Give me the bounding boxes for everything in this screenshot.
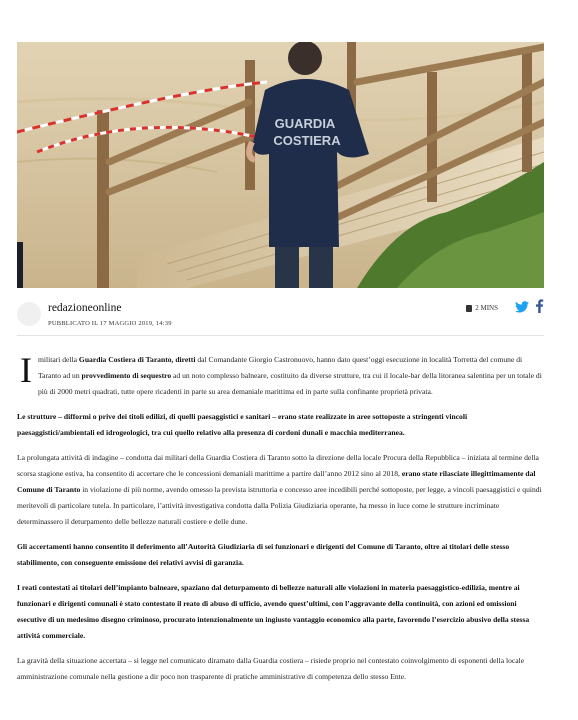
read-time-label: 2 MINS (475, 304, 498, 312)
author-avatar (17, 302, 41, 326)
paragraph-5 (17, 580, 544, 644)
p2-bold: Le strutture – difformi o prive dei titoli edilizi, di quelli paesaggistici e sanitari – erano state realizzate in aree sottoposte a stringenti vincoli paesaggistici/ambientali ed idrogeologici, tra cui quello relativo alla presenza di cordoni dunali e macchia mediterranea. (17, 412, 468, 437)
book-icon (466, 305, 472, 312)
drop-cap: I (20, 350, 32, 390)
p1-text-e: ad un noto complesso balneare, costituito da diverse strutture, tra cui il locale-bar della litoranea salentina per un totale di più di 2000 metri quadrati, tutte opere ricadenti in parte su area demaniale marittima ed in parte sulla confinante proprietà privata. (38, 371, 542, 396)
p1-bold-b: Guardia Costiera di Taranto, diretti (78, 355, 196, 364)
paragraph-3 (17, 450, 544, 530)
twitter-icon[interactable] (515, 301, 529, 313)
paragraph-2 (17, 409, 544, 441)
p3-bold-b: erano state rilasciate illegittimamente dal Comune di Taranto (17, 469, 536, 494)
hero-photo (17, 42, 544, 288)
paragraph-1 (17, 352, 544, 400)
p4-bold: Gli accertamenti hanno consentito il deferimento all’Autorità Giudiziaria di sei funzionari e dirigenti del Comune di Taranto, oltre ai titolari delle stesso stabilimento, con conseguente emissione dei relativi avvisi di garanzia. (17, 542, 510, 567)
p1-text-c: dal Comandante Giorgio Castronuovo, hanno dato quest’oggi esecuzione in località Torretta del comune di Taranto ad un (38, 355, 523, 380)
read-time (466, 304, 498, 312)
p5-bold: I reati contestati ai titolari dell’impianto balneare, spaziano dal deturpamento di bellezze naturali alle violazioni in materia paesaggistico-edilizia, mentre ai funzionari e dirigenti comunali è stato contestato il reato di abuso di ufficio, avendo quest’ultimi, con l’aggravante della continuità, con azioni ed omissioni esecutive di un medesimo disegno criminoso, procurato intenzionalmente un ingiusto vantaggio economico alla parte, favorendo l’esercizio abusivo della stessa attività commerciale. (17, 583, 530, 640)
jacket-text-1: GUARDIA (274, 116, 336, 131)
facebook-icon[interactable] (535, 299, 544, 313)
publish-date: PUBBLICATO IL 17 MAGGIO 2019, 14:39 (48, 320, 172, 327)
p1-bold-d: provvedimento di sequestro (81, 371, 172, 380)
article-meta (17, 296, 544, 336)
hero-image (17, 42, 544, 288)
article-body (17, 352, 544, 694)
p1-text-a: militari della (38, 355, 79, 364)
paragraph-4 (17, 539, 544, 571)
paragraph-6: La gravità della situazione accertata – si legge nel comunicato diramato dalla Guardia costiera – risiede proprio nel contestato coinvolgimento di esponenti della locale amministrazione comunale nella gestione a dir poco non trasparente di pratiche amministrative di competenza dello stesso Ente. (17, 656, 525, 681)
p3-text-a: La prolungata attività di indagine – condotta dai militari della Guardia Costiera di Taranto sotto la direzione della locale Procura della Repubblica – iniziata al termine della scorsa stagione estiva, ha consentito di accertare che le concessioni demaniali marittime a partire dall’anno 2012 sino al 2018, (17, 453, 539, 478)
jacket-text-2: COSTIERA (273, 133, 341, 148)
p3-text-c: in violazione di più norme, avendo omesso la prevista istruttoria e concesso aree incedibili perché sottoposte, per legge, a vincoli paesaggistici e quindi meritevoli di particolare tutela. In particolare, l’attività investigativa condotta dalla Polizia Giudiziaria operante, ha messo in luce come le strutture incriminate determinassero il deturpamento delle bellezze naturali costiere e delle dune. (17, 485, 542, 526)
author-name[interactable]: redazioneonline (48, 302, 122, 314)
